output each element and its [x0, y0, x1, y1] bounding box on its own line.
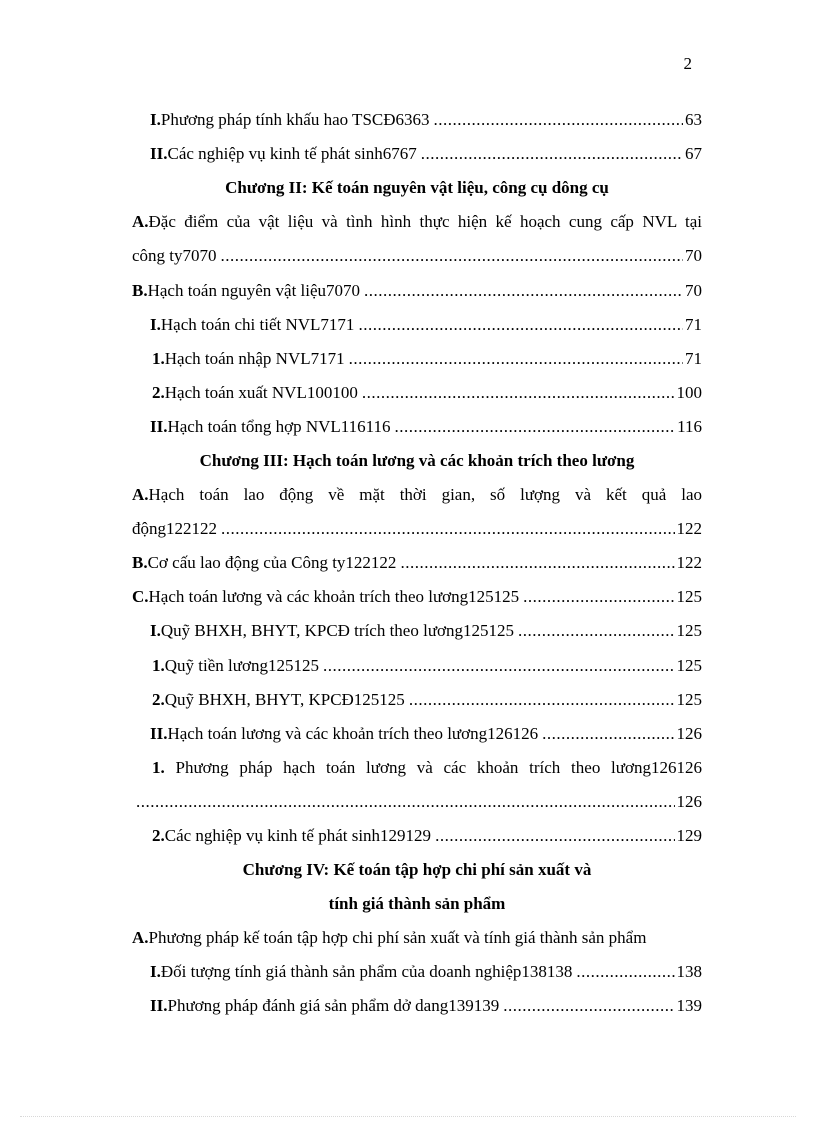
toc-leader-dots	[323, 656, 675, 676]
toc-marker: C.	[132, 587, 149, 607]
toc-page-number: 122	[676, 519, 702, 539]
toc-entry[interactable]	[132, 376, 702, 410]
toc-marker: 1.	[152, 655, 165, 675]
toc-entry-title: Hạch toán chi tiết NVL7171	[160, 314, 355, 334]
toc-leader-dots	[358, 315, 683, 335]
toc-entry-title: Hạch toán nguyên vật liệu7070	[147, 280, 361, 300]
toc-page-number: 126	[676, 723, 702, 743]
toc-page-number: 122	[676, 553, 702, 573]
toc-page-number: 126	[676, 791, 702, 811]
toc-marker: II.	[150, 996, 168, 1016]
toc-marker: II.	[150, 723, 168, 743]
toc-leader-dots	[349, 349, 683, 369]
toc-entry[interactable]	[132, 819, 702, 853]
toc-entry-wrapped[interactable]	[132, 921, 702, 955]
toc-entry-title: Phương pháp hạch toán lương và các khoản trích theo lương126126	[164, 757, 702, 777]
toc-leader-dots	[503, 996, 674, 1016]
toc-entry[interactable]	[132, 785, 702, 819]
toc-entry-title: Các nghiệp vụ kinh tế phát sinh6767	[167, 144, 417, 164]
toc-marker: I.	[150, 621, 161, 641]
toc-entry[interactable]	[132, 103, 702, 137]
toc-entry[interactable]	[132, 342, 702, 376]
toc-marker: 1.	[152, 757, 165, 777]
toc-entry[interactable]	[132, 614, 702, 648]
toc-entry-title: Hạch toán lương và các khoản trích theo lương125125	[148, 587, 520, 607]
toc-leader-dots	[400, 553, 674, 573]
toc-entry-title: Hạch toán nhập NVL7171	[164, 348, 345, 368]
toc-entry[interactable]	[132, 580, 702, 614]
toc-entry-title: Các nghiệp vụ kinh tế phát sinh129129	[164, 826, 432, 846]
chapter-heading: tính giá thành sản phẩm	[328, 894, 506, 914]
toc-page-number: 71	[685, 348, 702, 368]
toc-entry[interactable]	[132, 546, 702, 580]
toc-leader-dots	[221, 519, 675, 539]
toc-marker: 2.	[152, 382, 165, 402]
toc-entry[interactable]	[132, 989, 702, 1023]
toc-entry-title: Quỹ tiền lương125125	[164, 655, 319, 675]
toc-leader-dots	[362, 383, 675, 403]
toc-page-number: 125	[676, 689, 702, 709]
toc-page-number: 125	[676, 621, 702, 641]
toc-entry-title: Hạch toán tổng hợp NVL116116	[167, 416, 391, 436]
toc-entry-wrapped[interactable]	[132, 205, 702, 239]
toc-marker: B.	[132, 553, 148, 573]
toc-entry-title: Quỹ BHXH, BHYT, KPCĐ125125	[164, 689, 405, 709]
toc-page-number: 116	[677, 416, 702, 436]
chapter-heading: Chương II: Kế toán nguyên vật liệu, công cụ dông cụ	[225, 178, 609, 198]
toc-leader-dots	[421, 144, 683, 164]
toc-leader-dots	[409, 690, 675, 710]
toc-entry-title: Phương pháp đánh giá sản phẩm dở dang139139	[167, 996, 500, 1016]
toc-page-number: 100	[676, 382, 702, 402]
toc-entry-title: Quỹ BHXH, BHYT, KPCĐ trích theo lương125125	[160, 621, 515, 641]
toc-leader-dots	[364, 281, 683, 301]
toc-entry-title: Hạch toán lương và các khoản trích theo lương126126	[167, 723, 539, 743]
toc-entry-title: Cơ cấu lao động của Công ty122122	[147, 553, 397, 573]
toc-entry-title: Đối tượng tính giá thành sản phẩm của doanh nghiệp138138	[160, 962, 573, 982]
toc-page-number: 70	[685, 280, 702, 300]
toc-page-number: 71	[685, 314, 702, 334]
toc-page-number: 125	[676, 655, 702, 675]
chapter-heading: Chương III: Hạch toán lương và các khoản trích theo lương	[199, 450, 635, 470]
toc-marker: I.	[150, 314, 161, 334]
toc-entry[interactable]	[132, 308, 702, 342]
toc-page-number: 70	[685, 246, 702, 266]
toc-entry[interactable]	[132, 649, 702, 683]
toc-page-number: 138	[676, 962, 702, 982]
toc-entry-title: động122122	[132, 519, 217, 539]
page-number: 2	[683, 54, 692, 73]
toc-entry-title: Hạch toán xuất NVL100100	[164, 382, 358, 402]
toc-entry-wrapped[interactable]	[132, 751, 702, 785]
toc-entry[interactable]	[132, 955, 702, 989]
page-bottom-rule	[20, 1116, 796, 1117]
toc-entry[interactable]	[132, 512, 702, 546]
toc-leader-dots	[523, 587, 674, 607]
toc-leader-dots	[435, 826, 674, 846]
toc-leader-dots	[518, 621, 674, 641]
toc-marker: 1.	[152, 348, 165, 368]
toc-entry[interactable]	[132, 239, 702, 273]
table-of-contents	[132, 103, 702, 1024]
toc-entry-title: Đặc điểm của vật liệu và tình hình thực hiện kế hoạch cung cấp NVL tại	[148, 212, 702, 232]
toc-entry[interactable]	[132, 137, 702, 171]
toc-entry[interactable]	[132, 273, 702, 307]
toc-page-number: 67	[685, 144, 702, 164]
toc-marker: A.	[132, 928, 149, 948]
toc-marker: B.	[132, 280, 148, 300]
toc-leader-dots	[434, 110, 683, 130]
toc-entry-title: Phương pháp tính khấu hao TSCĐ6363	[160, 110, 430, 130]
toc-leader-dots	[576, 962, 674, 982]
toc-marker: I.	[150, 110, 161, 130]
toc-page-number: 63	[685, 110, 702, 130]
toc-leader-dots	[542, 724, 674, 744]
toc-marker: A.	[132, 485, 149, 505]
toc-page-number: 139	[676, 996, 702, 1016]
toc-leader-dots	[395, 417, 676, 437]
toc-marker: A.	[132, 212, 149, 232]
toc-marker: 2.	[152, 689, 165, 709]
toc-entry-wrapped[interactable]	[132, 478, 702, 512]
toc-marker: I.	[150, 962, 161, 982]
toc-leader-dots	[221, 246, 683, 266]
toc-entry-title: Phương pháp kế toán tập hợp chi phí sản xuất và tính giá thành sản phẩm	[148, 928, 647, 948]
chapter-heading: Chương IV: Kế toán tập hợp chi phí sản xuất và	[242, 860, 592, 880]
toc-entry[interactable]	[132, 410, 702, 444]
toc-page-number: 129	[676, 826, 702, 846]
toc-marker: II.	[150, 144, 168, 164]
toc-entry-title: Hạch toán lao động về mặt thời gian, số lượng và kết quả lao	[148, 485, 702, 505]
toc-entry[interactable]	[132, 683, 702, 717]
toc-entry[interactable]	[132, 717, 702, 751]
toc-entry-title: công ty7070	[132, 246, 217, 266]
toc-marker: II.	[150, 416, 168, 436]
toc-marker: 2.	[152, 826, 165, 846]
toc-page-number: 125	[676, 587, 702, 607]
toc-leader-dots	[136, 792, 675, 812]
